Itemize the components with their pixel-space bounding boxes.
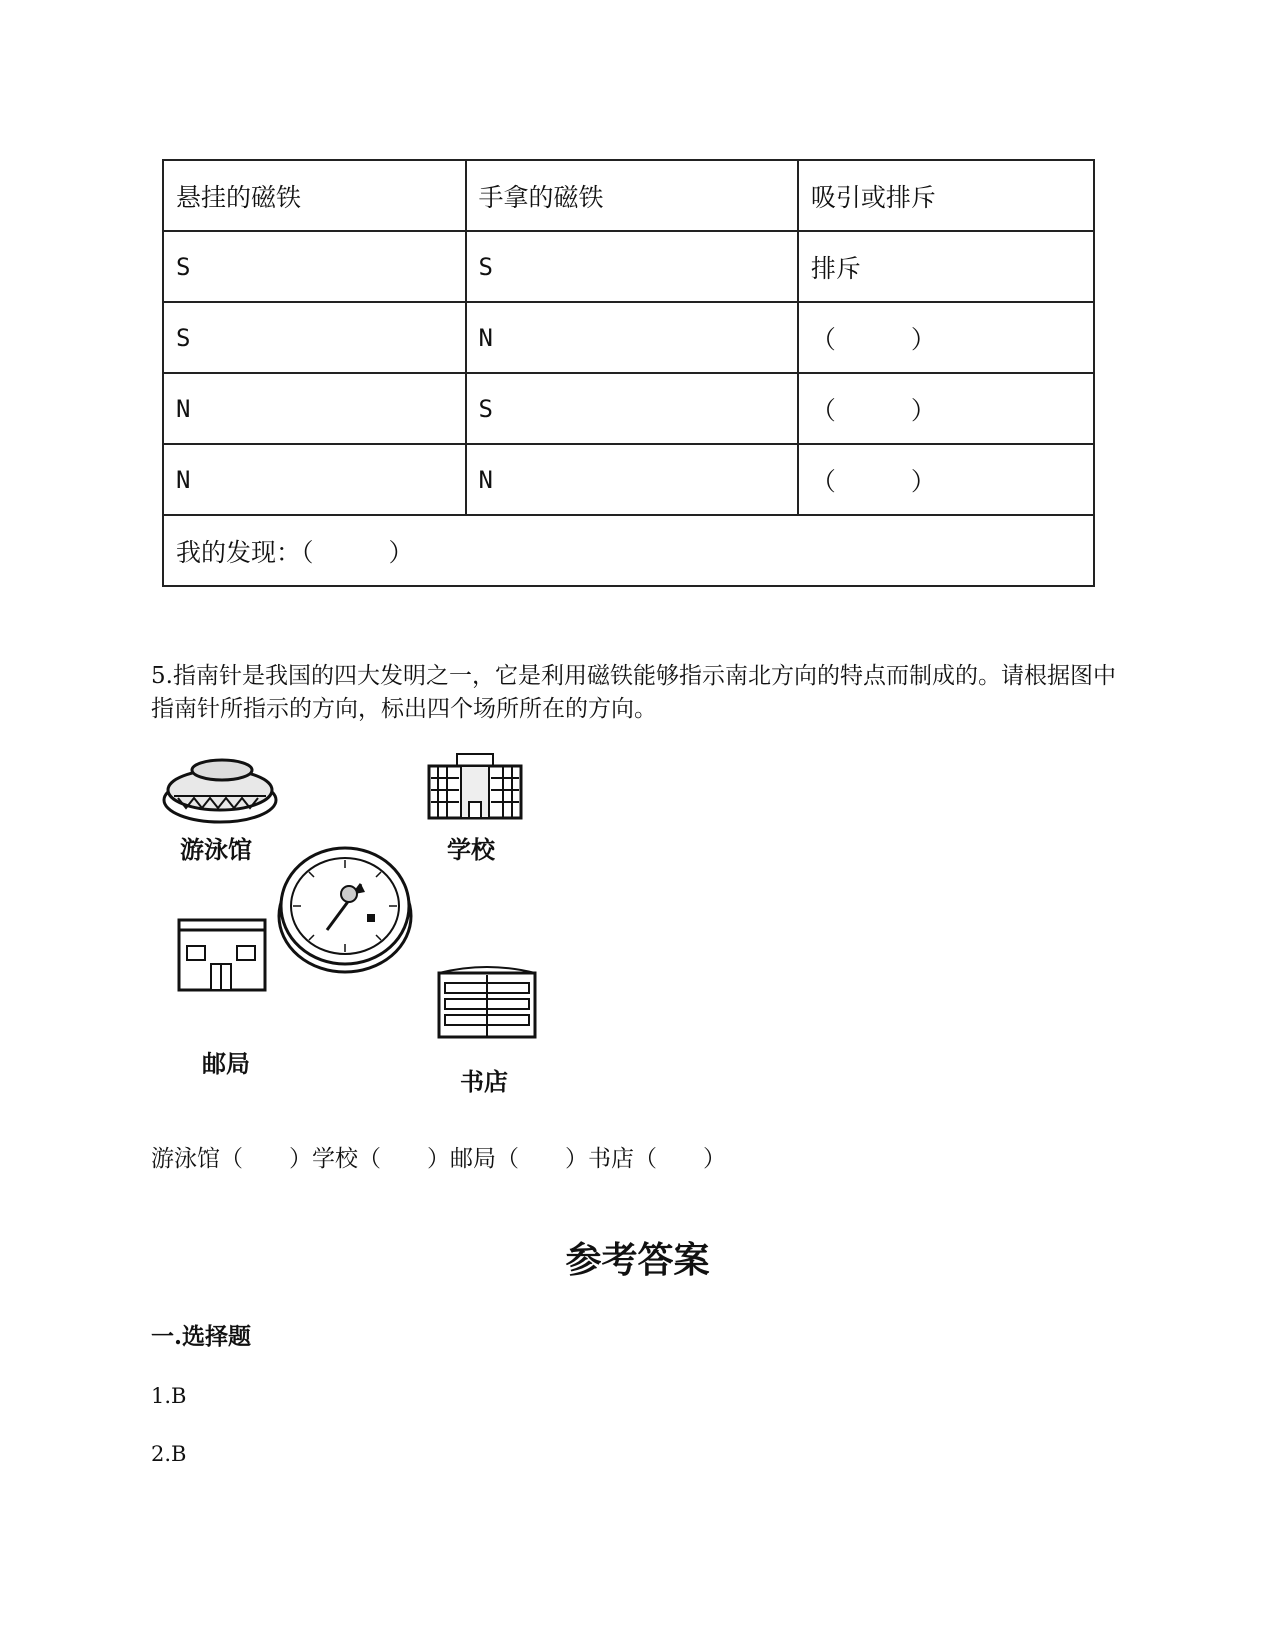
- swimming-pool-label: 游泳馆: [180, 835, 252, 864]
- table-cell: S: [466, 231, 798, 302]
- table-row: [163, 444, 1094, 515]
- table-row: [163, 231, 1094, 302]
- question-5-text: 5.指南针是我国的四大发明之一，它是利用磁铁能够指示南北方向的特点而制成的。请根据图中指南针所指示的方向，标出四个场所所在的方向。: [151, 663, 1116, 722]
- table-cell: N: [466, 302, 798, 373]
- compass-icon: [275, 838, 415, 978]
- school-label: 学校: [447, 835, 495, 864]
- answer-blank[interactable]: （ ）: [798, 302, 1094, 373]
- table-header-row: [163, 160, 1094, 231]
- answer-blank[interactable]: （ ）: [798, 373, 1094, 444]
- bookstore-label: 书店: [460, 1067, 508, 1096]
- table-cell: 排斥: [798, 231, 1094, 302]
- header-attract-or-repel: 吸引或排斥: [798, 160, 1094, 231]
- answer-item: 2.B: [151, 1442, 187, 1466]
- direction-answer-line[interactable]: 游泳馆（ ）学校（ ）邮局（ ）书店（ ）: [151, 1146, 726, 1172]
- post-office-icon: [175, 918, 270, 993]
- header-held-magnet: 手拿的磁铁: [466, 160, 798, 231]
- table-cell: S: [466, 373, 798, 444]
- table-cell: S: [163, 302, 466, 373]
- header-hanging-magnet: 悬挂的磁铁: [163, 160, 466, 231]
- post-office-label: 邮局: [202, 1049, 250, 1078]
- table-cell: N: [163, 444, 466, 515]
- bookstore-icon: [435, 965, 540, 1040]
- compass-figure: [160, 740, 550, 1096]
- section-title-multiple-choice: 一.选择题: [151, 1323, 252, 1350]
- table-cell: N: [163, 373, 466, 444]
- table-row: [163, 373, 1094, 444]
- school-icon: [425, 752, 525, 822]
- reference-answer-title: 参考答案: [565, 1239, 710, 1281]
- magnet-table: [162, 159, 1095, 587]
- table-cell: N: [466, 444, 798, 515]
- table-row: [163, 302, 1094, 373]
- table-finding-row: [163, 515, 1094, 586]
- finding-blank[interactable]: 我的发现：（ ）: [163, 515, 1094, 586]
- swimming-pool-icon: [160, 752, 285, 827]
- table-cell: S: [163, 231, 466, 302]
- answer-blank[interactable]: （ ）: [798, 444, 1094, 515]
- answer-item: 1.B: [151, 1384, 187, 1408]
